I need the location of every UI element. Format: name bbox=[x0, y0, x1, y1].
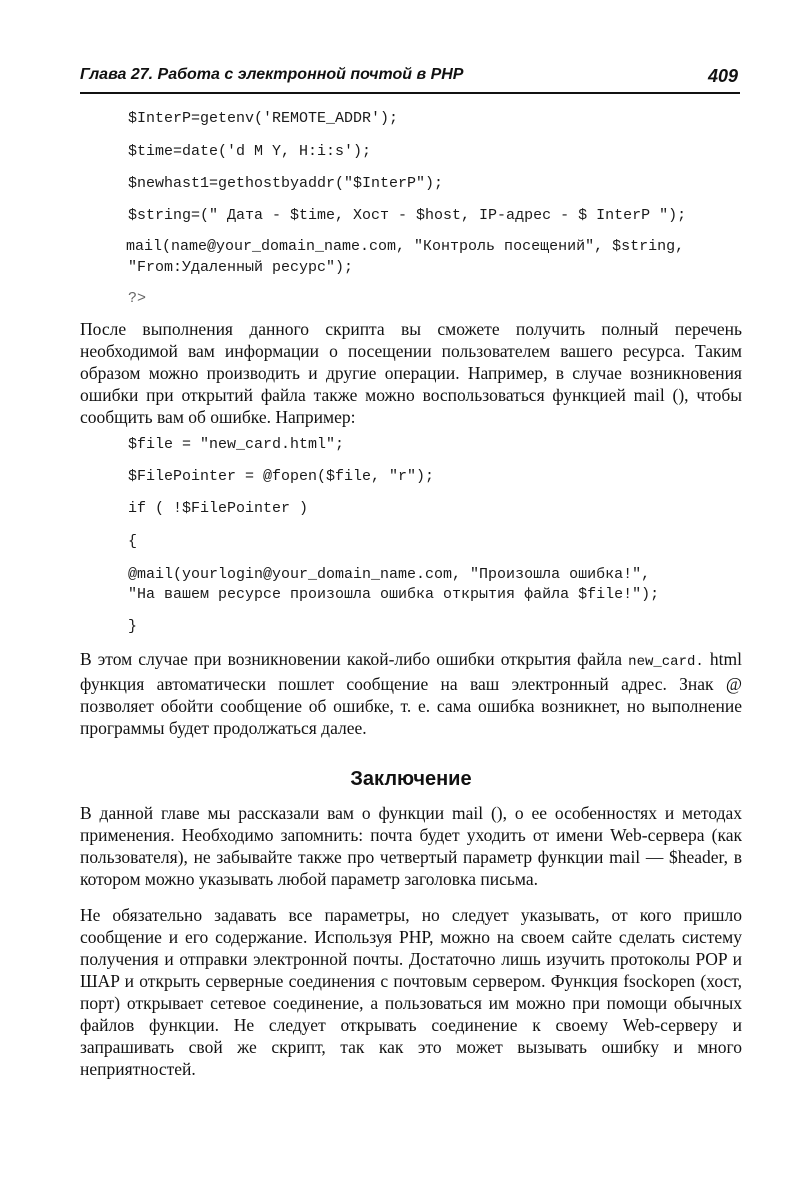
code-line: { bbox=[128, 533, 138, 550]
code-line: @mail(yourlogin@your_domain_name.com, "Произошла ошибка!", bbox=[128, 566, 651, 583]
body-paragraph: После выполнения данного скрипта вы сможете получить полный перечень необходимой вам информации о посещении пользователем вашего ресурса. Таким образом можно производить и другие операции. Например, в случае возникновения ошибки при открытий файла также можно воспользоваться функцией mail (), чтобы сообщить вам об ошибке. Например: bbox=[80, 319, 742, 427]
running-header bbox=[80, 62, 740, 94]
paragraph-text: В этом случае при возникновении какой-либо ошибки открытия файла bbox=[80, 649, 623, 669]
code-line: $InterP=getenv('REMOTE_ADDR'); bbox=[128, 110, 399, 127]
chapter-title: Глава 27. Работа с электронной почтой в PHP bbox=[80, 66, 464, 83]
code-line: $time=date('d M Y, H:i:s'); bbox=[128, 143, 372, 160]
code-line: ?> bbox=[128, 290, 147, 307]
code-line: "На вашем ресурсе произошла ошибка открытия файла $file!"); bbox=[128, 586, 660, 603]
body-paragraph bbox=[80, 648, 742, 739]
code-line: } bbox=[128, 618, 138, 635]
page-number: 409 bbox=[707, 66, 738, 86]
code-line: $file = "new_card.html"; bbox=[128, 436, 345, 453]
code-line: $FilePointer = @fopen($file, "r"); bbox=[128, 468, 435, 485]
inline-code: new_card. bbox=[628, 654, 704, 670]
body-paragraph: В данной главе мы рассказали вам о функции mail (), о ее особенностях и методах применения. Необходимо запомнить: почта будет уходить от имени Web-сервера (как пользователя), не забывайте также про четвертый параметр функции mail — $header, в котором можно указывать любой параметр заголовка письма. bbox=[80, 803, 742, 889]
code-line: mail(name@your_domain_name.com, "Контроль посещений", $string, bbox=[126, 238, 685, 255]
code-line: $newhast1=gethostbyaddr("$InterP"); bbox=[128, 175, 444, 192]
code-line: $string=(" Дата - $time, Хост - $host, IP-адрес - $ InterP "); bbox=[128, 207, 687, 224]
section-heading: Заключение bbox=[350, 768, 472, 790]
code-line: "From:Удаленный ресурс"); bbox=[128, 259, 354, 276]
code-line: if ( !$FilePointer ) bbox=[128, 500, 309, 517]
body-paragraph: Не обязательно задавать все параметры, но следует указывать, от кого пришло сообщение и его содержание. Используя PHP, можно на своем сайте сделать систему получения и отправки электронной почты. Достаточно лишь изучить протоколы POP и ШAP и открыть серверные соединения с почтовым сервером. Функция fsockopen (хост, порт) открывает сетевое соединение, а пользоваться им можно при помощи обычных файлов функции. Не следует открывать соединение к своему Web-серверу и запрашивать свой же скрипт, так как это может вызывать ошибку и много неприятностей. bbox=[80, 905, 742, 1079]
paragraph-text: html функция автоматически пошлет сообщение на ваш электронный адрес. Знак @ позволяет обойти сообщение об ошибке, т. е. сама ошибка возникнет, но выполнение программы будет продолжаться далее. bbox=[80, 649, 742, 738]
